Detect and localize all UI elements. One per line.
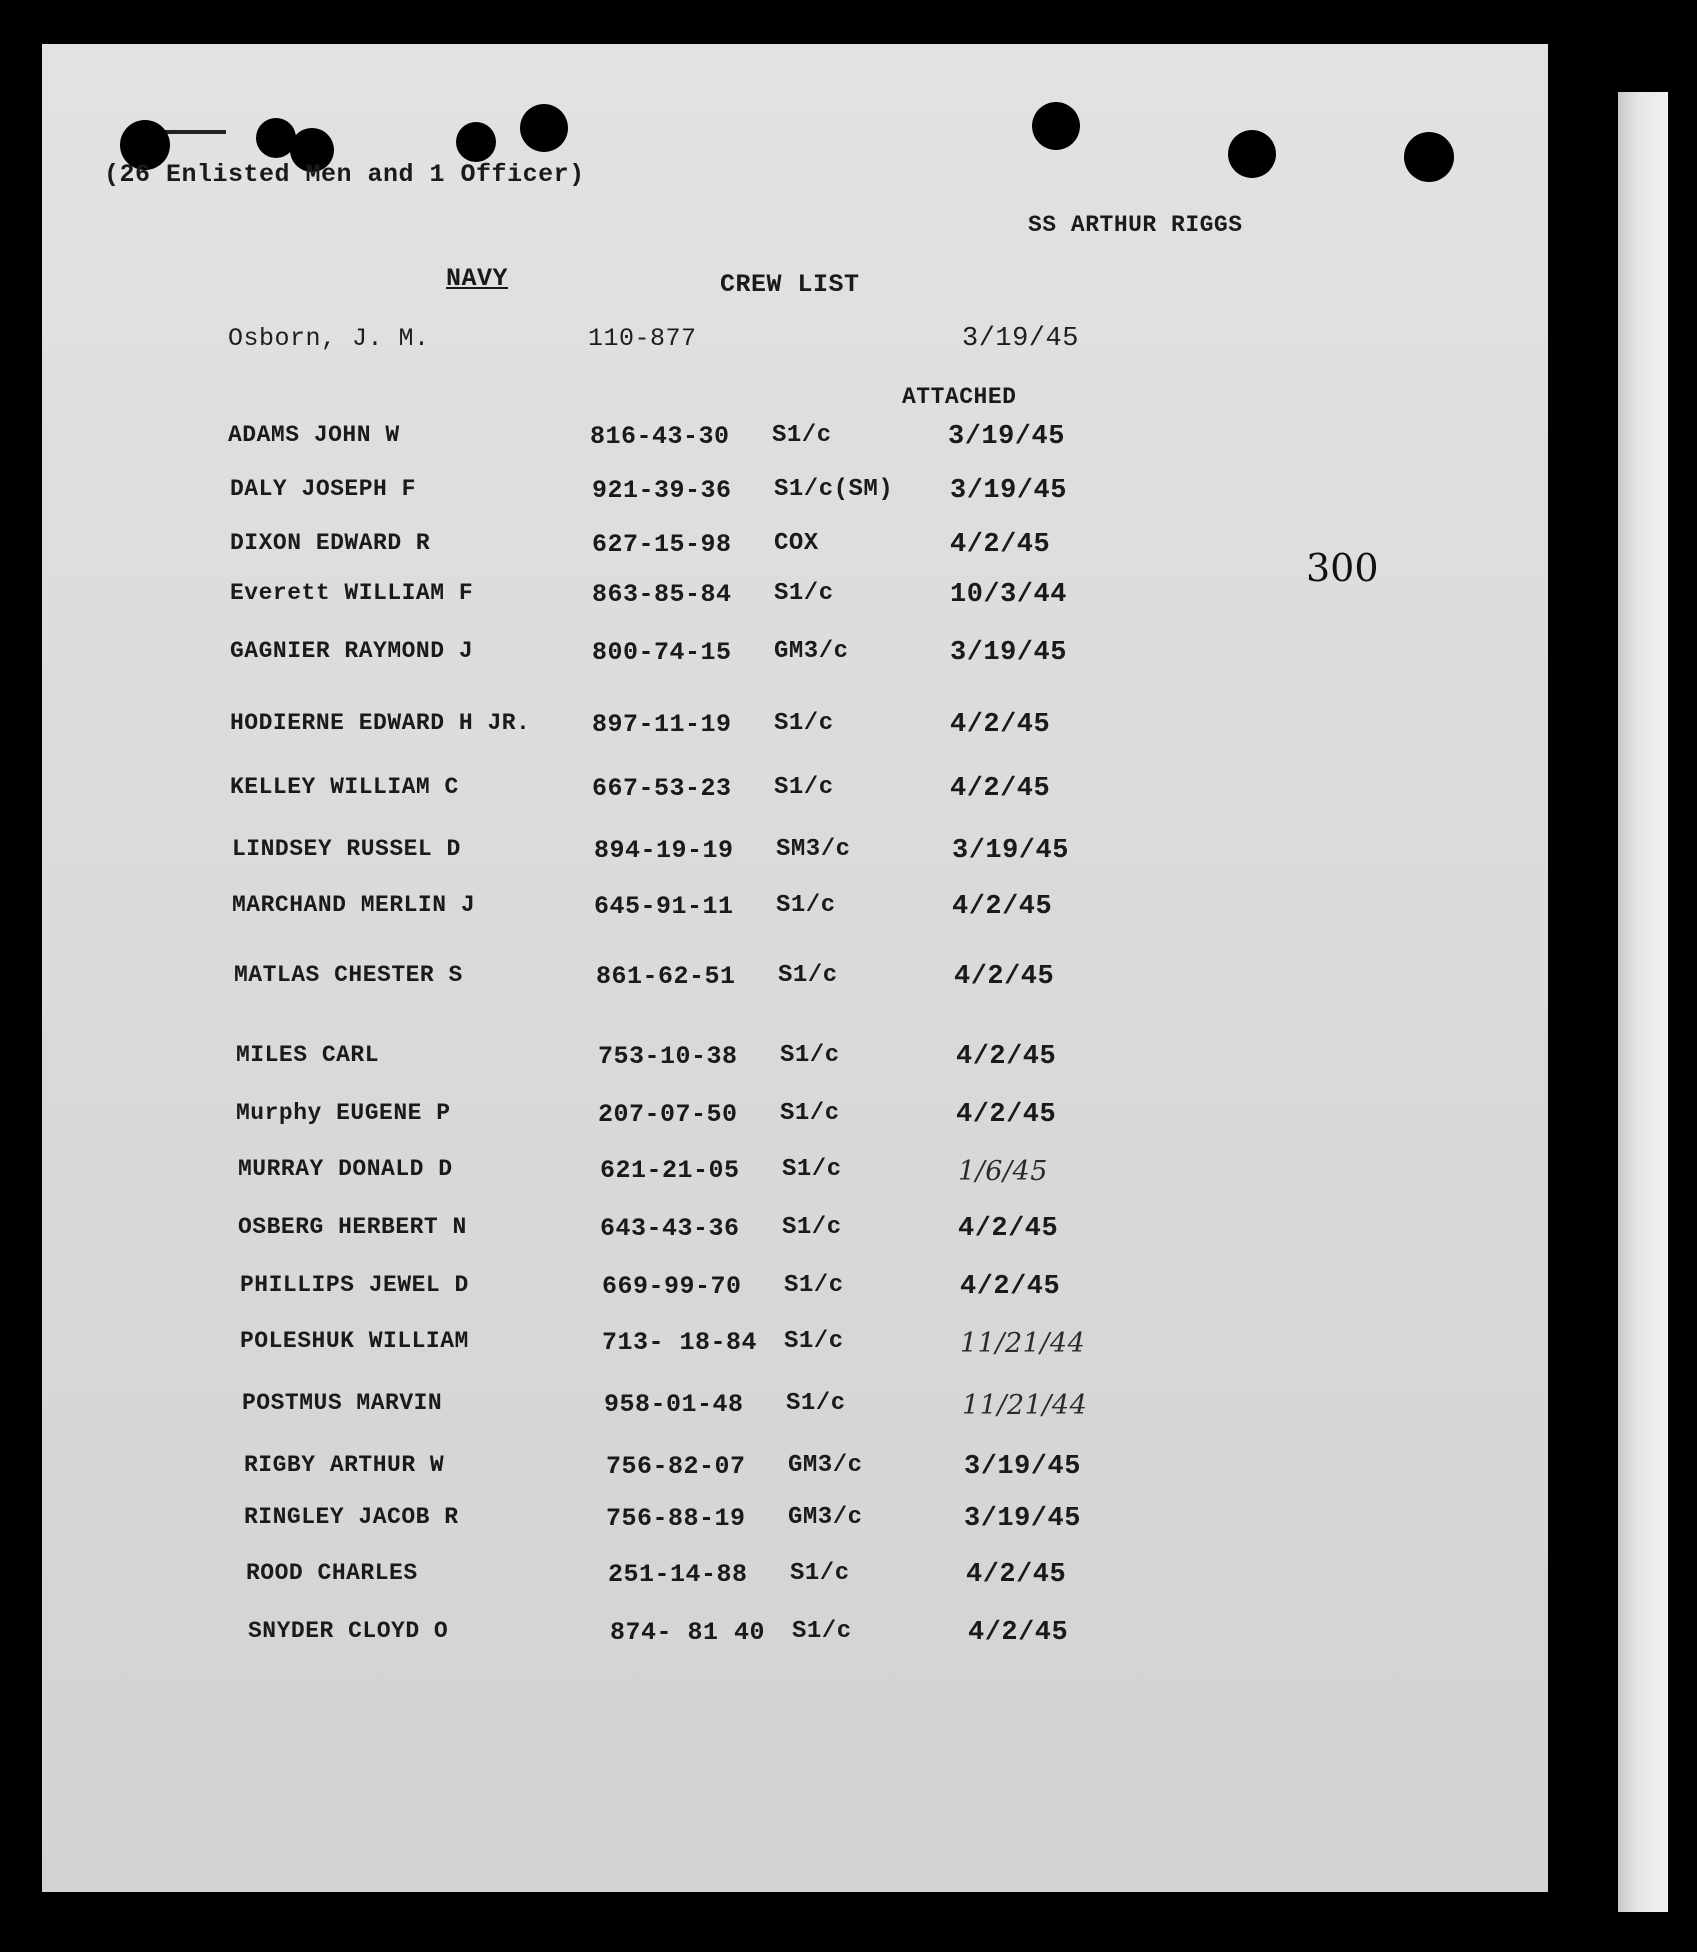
crew-name: OSBERG HERBERT N: [238, 1214, 467, 1240]
punch-hole: [456, 122, 496, 162]
crew-date-attached: 10/3/44: [950, 580, 1067, 610]
crew-name: MARCHAND MERLIN J: [232, 892, 476, 918]
crew-name: ROOD CHARLES: [246, 1560, 418, 1586]
crew-date-attached: 3/19/45: [952, 836, 1069, 866]
crew-name: MURRAY DONALD D: [238, 1156, 453, 1182]
attached-label: ATTACHED: [902, 384, 1017, 410]
crew-rate: S1/c(SM): [774, 476, 894, 503]
crew-row: [42, 1504, 1548, 1544]
crew-rate: S1/c: [776, 892, 836, 919]
crew-name: LINDSEY RUSSEL D: [232, 836, 461, 862]
ship-name: SS ARTHUR RIGGS: [1028, 212, 1243, 238]
punch-hole: [520, 104, 568, 152]
crew-rate: S1/c: [774, 774, 834, 801]
crew-service-number: 207-07-50: [598, 1100, 738, 1129]
crew-date-attached: 11/21/44: [960, 1328, 1086, 1359]
crew-name: MILES CARL: [236, 1042, 380, 1068]
crew-row: [42, 1214, 1548, 1254]
crew-row: [42, 892, 1548, 932]
crew-date-attached: 4/2/45: [968, 1618, 1069, 1648]
punch-hole: [1032, 102, 1080, 150]
crew-date-attached: 3/19/45: [964, 1504, 1081, 1534]
crew-service-number: 621-21-05: [600, 1156, 740, 1185]
crew-service-number: 800-74-15: [592, 638, 732, 667]
crew-row: [42, 422, 1548, 462]
crew-rate: S1/c: [786, 1390, 846, 1417]
crew-row: [42, 1328, 1548, 1368]
crew-date-attached: 4/2/45: [952, 892, 1053, 922]
crew-row: [42, 1156, 1548, 1196]
crew-rate: S1/c: [772, 422, 832, 449]
header-note: (26 Enlisted Men and 1 Officer): [104, 160, 585, 189]
crew-name: ADAMS JOHN W: [228, 422, 400, 448]
crew-date-attached: 1/6/45: [958, 1156, 1048, 1187]
crew-date-attached: 11/21/44: [962, 1390, 1088, 1421]
crew-date-attached: 4/2/45: [950, 774, 1051, 804]
crew-rate: GM3/c: [774, 638, 849, 665]
crew-rate: S1/c: [792, 1618, 852, 1645]
crew-rate: SM3/c: [776, 836, 851, 863]
crew-row: [42, 1560, 1548, 1600]
crew-date-attached: 4/2/45: [954, 962, 1055, 992]
officer-name: Osborn, J. M.: [228, 324, 430, 353]
crew-row: [42, 530, 1548, 570]
crew-service-number: 627-15-98: [592, 530, 732, 559]
crew-row: [42, 580, 1548, 620]
crew-row: [42, 1618, 1548, 1658]
crew-service-number: 667-53-23: [592, 774, 732, 803]
crew-service-number: 861-62-51: [596, 962, 736, 991]
crew-service-number: 863-85-84: [592, 580, 732, 609]
crew-service-number: 645-91-11: [594, 892, 734, 921]
crew-date-attached: 3/19/45: [950, 638, 1067, 668]
crew-service-number: 753-10-38: [598, 1042, 738, 1071]
crew-rate: S1/c: [790, 1560, 850, 1587]
crew-rate: COX: [774, 530, 819, 557]
crew-rate: S1/c: [784, 1328, 844, 1355]
crew-name: DALY JOSEPH F: [230, 476, 416, 502]
crew-date-attached: 4/2/45: [958, 1214, 1059, 1244]
crew-service-number: 894-19-19: [594, 836, 734, 865]
crew-service-number: 816-43-30: [590, 422, 730, 451]
adjacent-page-edge: [1618, 92, 1668, 1912]
crew-date-attached: 4/2/45: [956, 1042, 1057, 1072]
crew-rate: S1/c: [782, 1156, 842, 1183]
crew-name: SNYDER CLOYD O: [248, 1618, 449, 1644]
crew-date-attached: 4/2/45: [966, 1560, 1067, 1590]
crew-name: PHILLIPS JEWEL D: [240, 1272, 469, 1298]
crew-service-number: 756-88-19: [606, 1504, 746, 1533]
crew-service-number: 643-43-36: [600, 1214, 740, 1243]
crew-row: [42, 774, 1548, 814]
crew-date-attached: 3/19/45: [964, 1452, 1081, 1482]
crew-date-attached: 3/19/45: [950, 476, 1067, 506]
crew-row: [42, 1042, 1548, 1082]
crew-row: [42, 1100, 1548, 1140]
crew-name: POLESHUK WILLIAM: [240, 1328, 469, 1354]
officer-date: 3/19/45: [962, 324, 1079, 354]
crew-date-attached: 4/2/45: [956, 1100, 1057, 1130]
crew-date-attached: 4/2/45: [950, 530, 1051, 560]
crew-row: [42, 710, 1548, 750]
crew-service-number: 958-01-48: [604, 1390, 744, 1419]
crew-row: [42, 836, 1548, 876]
crew-service-number: 251-14-88: [608, 1560, 748, 1589]
crew-rate: GM3/c: [788, 1504, 863, 1531]
crew-row: [42, 1390, 1548, 1430]
crew-service-number: 713- 18-84: [602, 1328, 758, 1357]
list-title: CREW LIST: [720, 270, 860, 299]
crew-service-number: 897-11-19: [592, 710, 732, 739]
crew-rate: S1/c: [778, 962, 838, 989]
crew-rate: S1/c: [780, 1042, 840, 1069]
page-number: 300: [1306, 546, 1379, 590]
crew-service-number: 756-82-07: [606, 1452, 746, 1481]
crew-row: [42, 962, 1548, 1002]
crew-name: Murphy EUGENE P: [236, 1100, 451, 1126]
crew-name: MATLAS CHESTER S: [234, 962, 463, 988]
crew-date-attached: 4/2/45: [950, 710, 1051, 740]
crew-row: [42, 476, 1548, 516]
crew-name: HODIERNE EDWARD H JR.: [230, 710, 531, 736]
crew-name: DIXON EDWARD R: [230, 530, 431, 556]
crew-rate: S1/c: [784, 1272, 844, 1299]
punch-hole: [1228, 130, 1276, 178]
document-page: [42, 44, 1548, 1892]
crew-date-attached: 4/2/45: [960, 1272, 1061, 1302]
crew-row: [42, 1272, 1548, 1312]
crew-rate: S1/c: [782, 1214, 842, 1241]
crew-date-attached: 3/19/45: [948, 422, 1065, 452]
branch-heading: NAVY: [446, 264, 509, 293]
crew-service-number: 921-39-36: [592, 476, 732, 505]
officer-number: 110-877: [588, 324, 697, 353]
crew-rate: S1/c: [780, 1100, 840, 1127]
crew-name: RIGBY ARTHUR W: [244, 1452, 445, 1478]
crew-rate: S1/c: [774, 710, 834, 737]
crew-row: [42, 1452, 1548, 1492]
crew-name: POSTMUS MARVIN: [242, 1390, 443, 1416]
crew-rate: GM3/c: [788, 1452, 863, 1479]
crew-service-number: 669-99-70: [602, 1272, 742, 1301]
crew-name: Everett WILLIAM F: [230, 580, 474, 606]
crew-name: RINGLEY JACOB R: [244, 1504, 459, 1530]
crew-service-number: 874- 81 40: [610, 1618, 766, 1647]
punch-hole: [1404, 132, 1454, 182]
crew-name: GAGNIER RAYMOND J: [230, 638, 474, 664]
crew-name: KELLEY WILLIAM C: [230, 774, 459, 800]
crew-row: [42, 638, 1548, 678]
crew-rate: S1/c: [774, 580, 834, 607]
